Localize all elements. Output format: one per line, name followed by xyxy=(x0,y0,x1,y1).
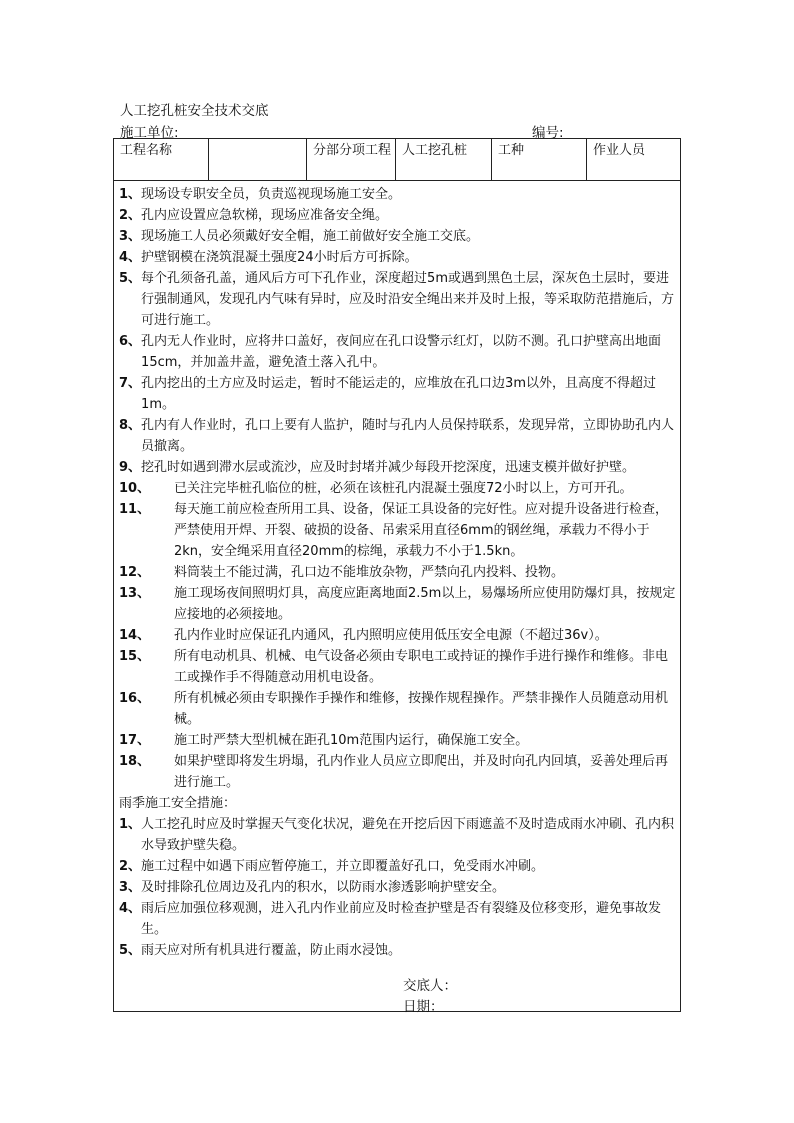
list-item xyxy=(119,562,677,583)
list-item xyxy=(119,898,677,940)
rain-section-title: 雨季施工安全措施： xyxy=(119,796,237,811)
item-text: 人工挖孔时应及时掌握天气变化状况，避免在开挖后因下雨遮盖不及时造成雨水冲刷、孔内积水导致护壁失稳。 xyxy=(141,817,675,853)
item-number: 1、 xyxy=(119,817,142,832)
list-item xyxy=(119,940,677,961)
item-text: 所有电动机具、机械、电气设备必须由专职电工或持证的操作手进行操作和维修。非电工或操作手不得随意动用机电设备。 xyxy=(174,649,669,685)
item-text: 孔内无人作业时，应将井口盖好，夜间应在孔口设警示红灯，以防不测。孔口护壁高出地面15cm，并加盖井盖，避免渣土落入孔中。 xyxy=(141,334,662,370)
item-number: 3、 xyxy=(119,880,142,895)
item-text: 孔内挖出的土方应及时运走，暂时不能运走的，应堆放在孔口边3m以外，且高度不得超过1m。 xyxy=(141,376,656,412)
list-item xyxy=(119,415,677,457)
subitem-label: 分部分项工程 xyxy=(307,139,396,180)
list-item xyxy=(119,499,677,562)
list-item xyxy=(119,457,677,478)
list-item xyxy=(119,373,677,415)
item-number: 5、 xyxy=(119,271,142,286)
item-number: 18、 xyxy=(119,754,151,769)
item-number: 14、 xyxy=(119,628,151,643)
item-number: 4、 xyxy=(119,901,142,916)
document-number-label: 编号: xyxy=(532,125,564,141)
item-text: 施工现场夜间照明灯具，高度应距离地面2.5m以上，易爆场所应使用防爆灯具，按规定应接地的必须接地。 xyxy=(174,586,676,622)
list-item xyxy=(119,814,677,856)
item-text: 孔内有人作业时，孔口上要有人监护，随时与孔内人员保持联系，发现异常，立即协助孔内人员撤离。 xyxy=(141,418,675,454)
item-number: 8、 xyxy=(119,418,142,433)
disclosure-table xyxy=(113,138,681,1015)
item-text: 护壁钢模在浇筑混凝土强度24小时后方可拆除。 xyxy=(141,250,418,265)
item-text: 如果护壁即将发生坍塌，孔内作业人员应立即爬出，并及时向孔内回填，妥善处理后再进行施工。 xyxy=(174,754,669,790)
item-text: 现场设专职安全员，负责巡视现场施工安全。 xyxy=(141,187,402,202)
list-item xyxy=(119,625,677,646)
table-header-row xyxy=(114,139,680,181)
document-title: 人工挖孔桩安全技术交底 xyxy=(120,103,269,119)
project-name-value xyxy=(209,139,307,180)
item-text: 雨天应对所有机具进行覆盖，防止雨水浸蚀。 xyxy=(141,943,402,958)
item-text: 已关注完毕桩孔临位的桩，必须在该桩孔内混凝土强度72小时以上，方可开孔。 xyxy=(174,481,633,496)
item-text: 挖孔时如遇到滞水层或流沙，应及时封堵并减少每段开挖深度，迅速支模并做好护壁。 xyxy=(141,460,636,475)
item-text: 雨后应加强位移观测，进入孔内作业前应及时检查护壁是否有裂缝及位移变形，避免事故发生。 xyxy=(141,901,662,937)
list-item xyxy=(119,856,677,877)
item-text: 孔内作业时应保证孔内通风，孔内照明应使用低压安全电源（不超过36v）。 xyxy=(174,628,608,643)
item-text: 施工时严禁大型机械在距孔10m范围内运行，确保施工安全。 xyxy=(174,733,529,748)
item-text: 孔内应设置应急软梯，现场应准备安全绳。 xyxy=(141,208,389,223)
list-item xyxy=(119,478,677,499)
item-number: 9、 xyxy=(119,460,142,475)
trade-label: 工种 xyxy=(492,139,587,180)
list-item xyxy=(119,184,677,205)
workers-label: 作业人员 xyxy=(593,143,646,158)
project-name-label: 工程名称 xyxy=(114,139,209,180)
item-number: 4、 xyxy=(119,250,142,265)
disclosure-content xyxy=(119,184,677,961)
item-text: 每天施工前应检查所用工具、设备，保证工具设备的完好性。应对提升设备进行检查，严禁使用开焊、开裂、破损的设备、吊索采用直径6mm的钢丝绳，承载力不得小于2kn，安全绳采用直径20mm的棕绳，承载力不小于1.5kn。 xyxy=(174,502,669,559)
list-item xyxy=(119,205,677,226)
item-text: 施工过程中如遇下雨应暂停施工，并立即覆盖好孔口，免受雨水冲刷。 xyxy=(141,859,545,874)
list-item xyxy=(119,247,677,268)
item-number: 1、 xyxy=(119,187,142,202)
item-number: 16、 xyxy=(119,691,151,706)
list-item xyxy=(119,877,677,898)
item-number: 3、 xyxy=(119,229,142,244)
rain-items-list xyxy=(119,814,677,961)
item-text: 料筒装土不能过满，孔口边不能堆放杂物，严禁向孔内投料、投物。 xyxy=(174,565,565,580)
item-number: 6、 xyxy=(119,334,142,349)
construction-unit-label: 施工单位: xyxy=(120,125,179,141)
discloser-label: 交底人： xyxy=(403,978,457,994)
list-item xyxy=(119,751,677,793)
subitem-value: 人工挖孔桩 xyxy=(396,139,492,180)
list-item xyxy=(119,646,677,688)
item-number: 7、 xyxy=(119,376,142,391)
item-number: 12、 xyxy=(119,565,151,580)
item-number: 11、 xyxy=(119,502,151,517)
item-number: 17、 xyxy=(119,733,151,748)
list-item xyxy=(119,331,677,373)
item-text: 所有机械必须由专职操作手操作和维修，按操作规程操作。严禁非操作人员随意动用机械。 xyxy=(174,691,669,727)
list-item xyxy=(119,226,677,247)
list-item xyxy=(119,583,677,625)
list-item xyxy=(119,730,677,751)
item-number: 2、 xyxy=(119,208,142,223)
safety-items-list xyxy=(119,184,677,793)
date-label: 日期： xyxy=(403,999,444,1015)
item-number: 10、 xyxy=(119,481,151,496)
item-number: 5、 xyxy=(119,943,142,958)
item-number: 15、 xyxy=(119,649,151,664)
list-item xyxy=(119,268,677,331)
item-text: 及时排除孔位周边及孔内的积水，以防雨水渗透影响护壁安全。 xyxy=(141,880,506,895)
list-item xyxy=(119,688,677,730)
item-number: 13、 xyxy=(119,586,151,601)
item-text: 现场施工人员必须戴好安全帽，施工前做好安全施工交底。 xyxy=(141,229,480,244)
item-text: 每个孔须备孔盖，通风后方可下孔作业，深度超过5m或遇到黑色土层，深灰色土层时，要进行强制通风，发现孔内气味有异时，应及时沿安全绳出来并及时上报，等采取防范措施后，方可进行施工。 xyxy=(141,271,675,328)
item-number: 2、 xyxy=(119,859,142,874)
